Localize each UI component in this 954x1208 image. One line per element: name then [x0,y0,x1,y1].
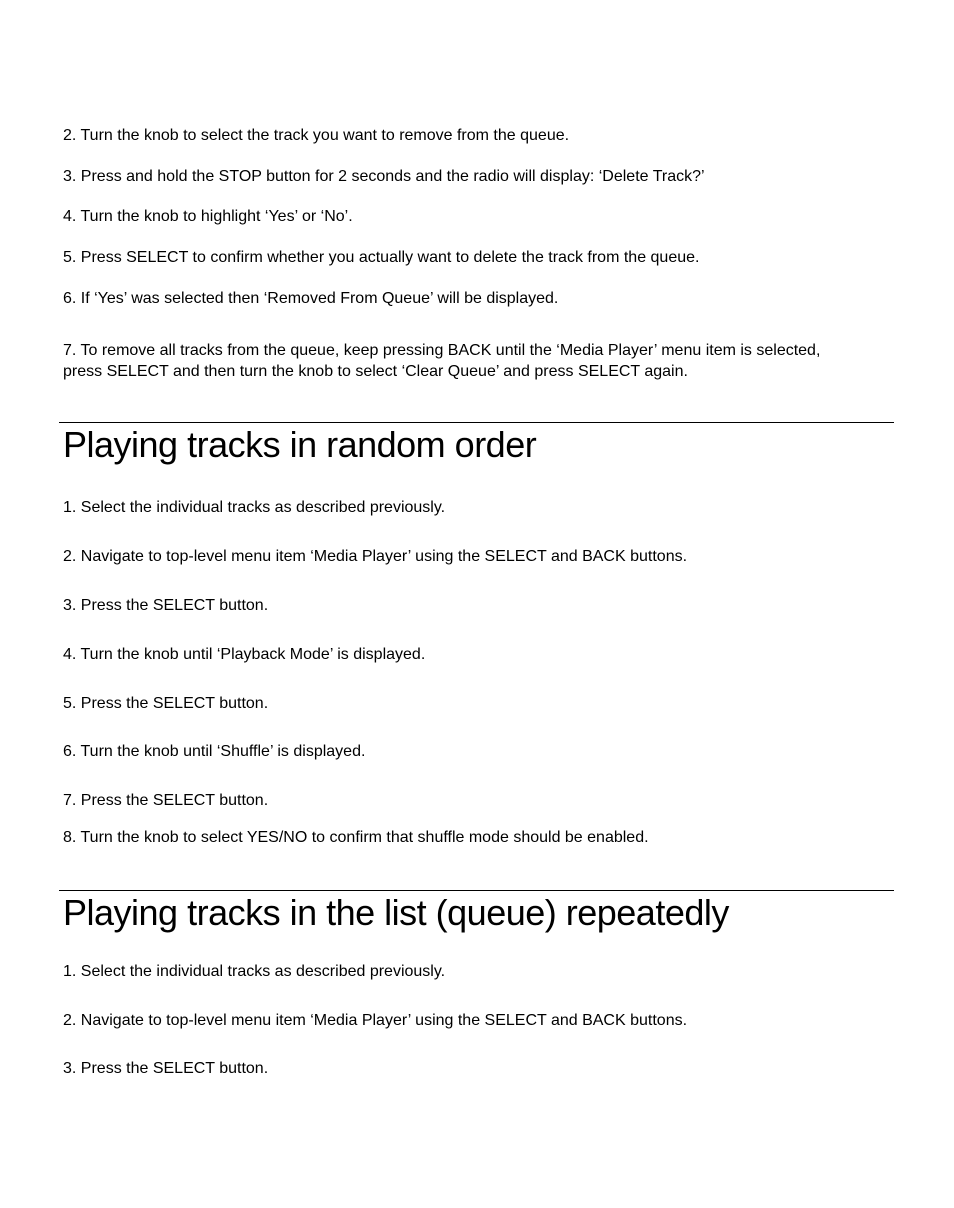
random-step-6: 6. Turn the knob until ‘Shuffle’ is displayed. [63,743,366,760]
random-step-4: 4. Turn the knob until ‘Playback Mode’ is displayed. [63,646,426,663]
section-divider-repeat [59,890,894,891]
repeat-step-2: 2. Navigate to top-level menu item ‘Media Player’ using the SELECT and BACK buttons. [63,1012,688,1029]
queue-step-4: 4. Turn the knob to highlight ‘Yes’ or ‘No’. [63,208,353,225]
repeat-step-1: 1. Select the individual tracks as described previously. [63,963,446,980]
queue-step-7: 7. To remove all tracks from the queue, keep pressing BACK until the ‘Media Player’ menu item is selected, press SELECT and then turn the knob to select ‘Clear Queue’ and press SELECT again. [63,342,821,380]
random-step-7: 7. Press the SELECT button. [63,792,269,809]
random-step-3: 3. Press the SELECT button. [63,597,269,614]
random-step-5: 5. Press the SELECT button. [63,695,269,712]
random-step-1: 1. Select the individual tracks as described previously. [63,499,446,516]
queue-step-2: 2. Turn the knob to select the track you want to remove from the queue. [63,127,570,144]
random-step-8: 8. Turn the knob to select YES/NO to confirm that shuffle mode should be enabled. [63,829,649,846]
heading-repeat-queue: Playing tracks in the list (queue) repeatedly [63,892,729,933]
queue-step-5: 5. Press SELECT to confirm whether you actually want to delete the track from the queue. [63,249,700,266]
queue-step-6: 6. If ‘Yes’ was selected then ‘Removed From Queue’ will be displayed. [63,290,559,307]
heading-random-order: Playing tracks in random order [63,424,537,465]
repeat-step-3: 3. Press the SELECT button. [63,1060,269,1077]
random-step-2: 2. Navigate to top-level menu item ‘Media Player’ using the SELECT and BACK buttons. [63,548,688,565]
queue-step-3: 3. Press and hold the STOP button for 2 seconds and the radio will display: ‘Delete Track?’ [63,168,705,185]
section-divider-random [59,422,894,423]
